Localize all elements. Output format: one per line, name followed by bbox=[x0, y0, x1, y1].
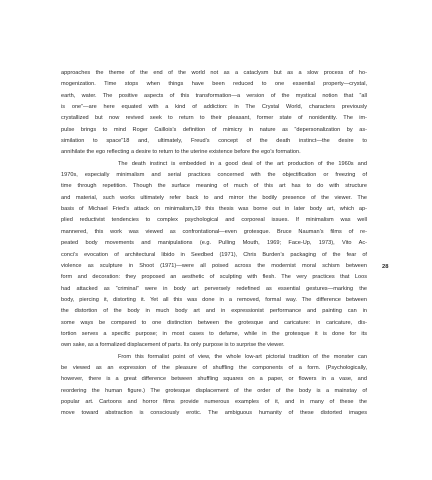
text-line: popular art. Cartoons and horror films provide numerous examples of it, and in many of these the bbox=[61, 398, 367, 405]
text-line: reordering the human figure.) The grotesque displacement of the order of the body is a mainstay of bbox=[61, 387, 367, 394]
body-text bbox=[61, 68, 367, 420]
text-line: approaches the theme of the end of the world not as a cataclysm but as a slow process of ho- bbox=[61, 70, 367, 76]
text-line: similation to space”18 and, ultimately, Freud’s concept of the death instinct—the desire to bbox=[61, 138, 367, 145]
text-line: earth, water. The positive aspects of this transformation—a version of the mystical notion that “all bbox=[61, 92, 367, 99]
text-line: move toward abstraction is consciously erotic. The ambiguous humanity of these distorted images bbox=[61, 410, 367, 417]
text-line: mannered, this work was viewed as confrontational—even grotesque. Bruce Nauman’s films of re- bbox=[61, 228, 367, 235]
text-line: be viewed as an expression of the pleasure of shuffling the components of a form. (Psychologically, bbox=[61, 364, 367, 371]
text-line: mogenization. Time stops when things have been reduced to one essential property—crystal, bbox=[61, 81, 367, 88]
text-line: plied reductivist tendencies to complex psychological and corporeal issues. If minimalism was well bbox=[61, 217, 367, 224]
text-line: The death instinct is embedded in a good deal of the art production of the 1960s and bbox=[118, 160, 367, 167]
text-line: had attacked as “criminal” were in body art perversely redefined as essential gestures—marking the bbox=[61, 285, 367, 292]
text-line: own sake, as a formalized displacement of parts. Its only purpose is to surprise the viewer. bbox=[61, 342, 285, 349]
text-line: however, there is a great difference between shuffling squares on a paper, or flowers in a vase, and bbox=[61, 376, 367, 383]
text-line: From this formalist point of view, the whole low-art pictorial tradition of the monster can bbox=[118, 353, 367, 360]
text-line: some ways be compared to one distinction between the grotesque and caricature: in caricature, dis- bbox=[61, 319, 367, 326]
text-line: time through repetition. Though the surface meaning of much of this art has to do with structure bbox=[61, 183, 367, 190]
text-line: crystallized but now revived seek to return to their pleasant, former state of nonidentity. The im- bbox=[61, 115, 367, 122]
text-line: body, piercing it, distorting it. Yet all this was done in a removed, formal way. The difference between bbox=[61, 296, 367, 303]
text-line: pulse brings to mind Roger Caillois’s definition of mimicry in nature as “depersonalization by as- bbox=[61, 126, 367, 133]
text-line: basis of Michael Fried’s attack on minimalism,19 this thesis was borne out in later body art, which ap- bbox=[61, 206, 367, 213]
text-line: tortion serves a specific purpose; in most cases to defame, while in the grotesque it is done for its bbox=[61, 330, 367, 337]
text-line: conci’s evocation of architectural libido in Seedbed (1971), Chris Burden’s packaging of the fear of bbox=[61, 251, 367, 258]
text-line: and material, such works ultimately refer back to and mirror the bodily presence of the viewer. The bbox=[61, 194, 367, 201]
text-line: form and decoration: they proposed an aesthetic of sculpting with flesh. The very practices that Loos bbox=[61, 274, 367, 281]
text-line: the distortion of the body in much body art and in expressionist performance and painting can in bbox=[61, 308, 367, 315]
text-line: 1970s, especially minimalism and serial practices concerned with the objectification or freezing of bbox=[61, 172, 367, 179]
text-line: annihilate the ego reflecting a desire to return to the uterine existence before the ego’s formation. bbox=[61, 149, 301, 156]
text-line: violence as sculpture in Shoot (1971)—were all poised across the modernist moral schism between bbox=[61, 262, 367, 269]
text-line: peated body movements and manipulations (e.g. Pulling Mouth, 1969; Face-Up, 1973), Vito Ac- bbox=[61, 240, 367, 247]
text-line: is one”—are here equated with a kind of addiction: in The Crystal World, characters previously bbox=[61, 104, 367, 111]
page-number: 28 bbox=[382, 264, 389, 270]
